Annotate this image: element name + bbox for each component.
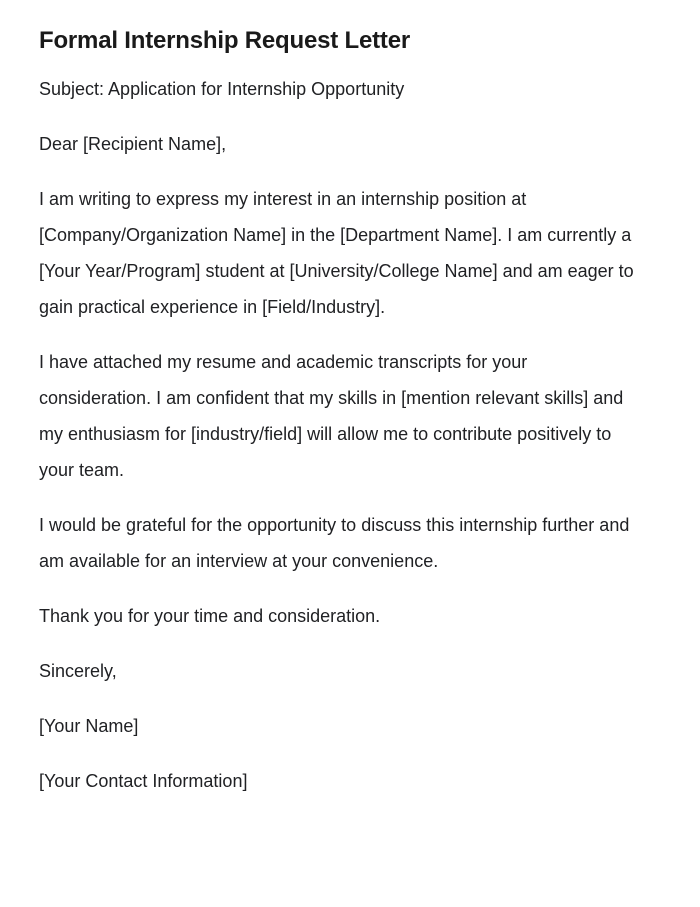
signature-name: [Your Name] — [39, 716, 139, 736]
signature-contact: [Your Contact Information] — [39, 771, 248, 791]
page-title: Formal Internship Request Letter — [39, 27, 410, 54]
closing: Sincerely, — [39, 661, 117, 681]
paragraph-attachments: I have attached my resume and academic transcripts for your consideration. I am confident that my skills in [mention relevant skills] and my enthusiasm for [industry/field] will allow me to contribute positively to your team. — [39, 352, 624, 480]
paragraph-thanks: Thank you for your time and consideration. — [39, 606, 381, 626]
salutation: Dear [Recipient Name], — [39, 134, 227, 154]
letter-body — [39, 71, 640, 799]
paragraph-interview-request: I would be grateful for the opportunity to discuss this internship further and am available for an interview at your convenience. — [39, 515, 630, 571]
subject-line: Subject: Application for Internship Opportunity — [39, 79, 405, 99]
paragraph-introduction: I am writing to express my interest in an internship position at [Company/Organization Name] in the [Department Name]. I am currently a [Your Year/Program] student at [University/College Name] and am eager to gain practical experience in [Field/Industry]. — [39, 189, 634, 317]
